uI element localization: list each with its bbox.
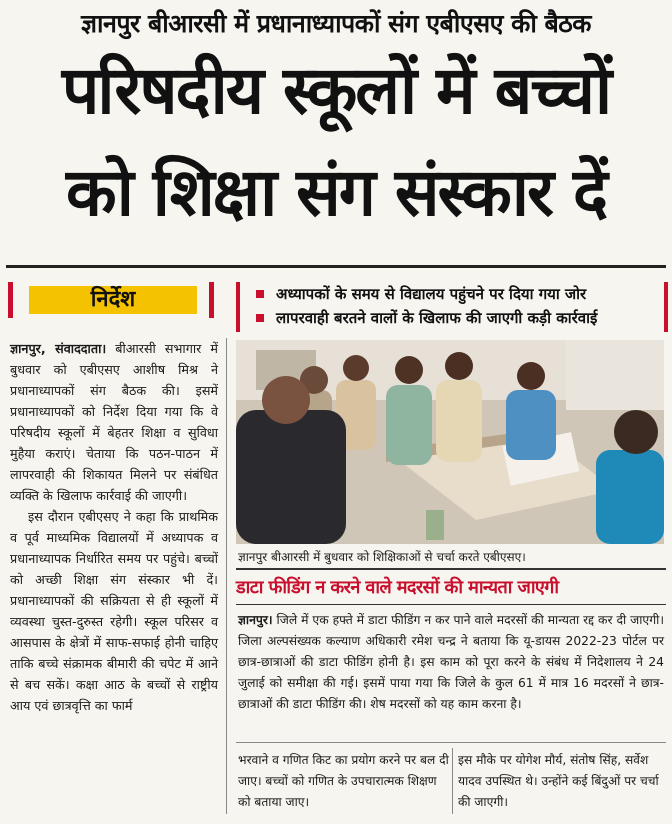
main-story-para-2: इस दौरान एबीएसए ने कहा कि प्राथमिक व पूर्व माध्यमिक विद्यालयों में अध्यापक व प्रधानाध्यापक निर्धारित समय पर पहुंचे। बच्चों को अच्छी शिक्षा संग संस्कार भी दें। प्रधानाध्यापकों की सक्रियता से ही स्कूलों में व्यवस्था चुस्त-दुरुस्त रहेगी। स्कूल परिसर व आसपास के क्षेत्रों में साफ-सफाई होनी चाहिए ताकि बच्चे संक्रामक बीमारी की चपेट में आने से बच सकें। कक्षा आठ के बच्चों से राष्ट्रीय आय एवं छात्रवृत्ति का फार्म xyxy=(10,509,218,713)
section-tag xyxy=(8,282,214,318)
highlight-item xyxy=(256,306,664,330)
column-divider xyxy=(226,338,227,814)
subhead-rule-bottom xyxy=(236,604,666,605)
second-story-dateline: ज्ञानपुर। xyxy=(238,613,273,627)
news-photo xyxy=(236,340,664,544)
highlight-item xyxy=(256,282,664,306)
highlight-text: लापरवाही बरतने वालों के खिलाफ की जाएगी कड़ी कार्रवाई xyxy=(276,309,598,327)
main-headline-line-2: को शिक्षा संग संस्कार दें xyxy=(66,154,606,231)
main-story-continuation-2: इस मौके पर योगेश मौर्य, संतोष सिंह, सर्वेश यादव उपस्थित थे। उन्होंने कई बिंदुओं पर चर्चा की जाएगी। xyxy=(458,753,659,809)
kicker-headline: ज्ञानपुर बीआरसी में प्रधानाध्यापकों संग एबीएसए की बैठक xyxy=(80,9,592,38)
second-story-text: जिले में एक हफ्ते में डाटा फीडिंग न कर पाने वाले मदरसों की मान्यता रद्द कर दी जाएगी। जिला अल्पसंख्यक कल्याण अधिकारी रमेश चन्द्र ने बताया कि यू-डायस 2022-23 पोर्टल पर छात्र-छात्राओं की डाटा फीडिंग होनी है। इस काम को पूरा करने के संबंध में निदेशालय ने 24 जुलाई को समीक्षा की गई। इसमें पाया गया कि जिले के कुल 61 में मात्र 16 मदरसों ने छात्र-छात्राओं की डाटा फीडिंग की। शेष मदरसों को यह काम करना है। xyxy=(238,613,664,711)
subhead-rule-top xyxy=(236,568,666,570)
section-divider xyxy=(236,742,666,743)
dateline: ज्ञानपुर, संवाददाता। xyxy=(10,341,107,356)
highlight-text: अध्यापकों के समय से विद्यालय पहुंचने पर दिया गया जोर xyxy=(276,285,587,303)
main-story-continuation-1: भरवाने व गणित किट का प्रयोग करने पर बल दी जाए। बच्चों को गणित के उपचारात्मक शिक्षण को बताया जाए। xyxy=(238,753,449,809)
photo-caption: ज्ञानपुर बीआरसी में बुधवार को शिक्षिकाओं से चर्चा करते एबीएसए। xyxy=(238,550,526,564)
main-story-para-1 xyxy=(10,338,218,506)
bullet-square-icon xyxy=(256,314,264,322)
column-divider xyxy=(452,748,453,814)
main-story-column xyxy=(10,338,218,716)
bullet-square-icon xyxy=(256,290,264,298)
second-story-headline: डाटा फीडिंग न करने वाले मदरसों की मान्यता जाएगी xyxy=(236,577,559,598)
main-headline-line-1: परिषदीय स्कूलों में बच्चों xyxy=(61,52,611,129)
para-1-text: बीआरसी सभागार में बुधवार को एबीएसए आशीष मिश्र ने प्रधानाध्यापकों संग बैठक की। इसमें प्रधानाध्यापकों को निर्देश दिया गया कि वे परिषदीय स्कूलों में बेहतर शिक्षा व सुविधा मुहैया कराएं। चेताया कि पठन-पाठन में लापरवाही की शिकायत मिलने पर संबंधित व्यक्ति के खिलाफ कार्रवाई की जाएगी। xyxy=(10,341,218,503)
section-tag-label: निर्देश xyxy=(29,286,197,314)
second-story-body xyxy=(238,610,664,715)
highlights-box xyxy=(236,282,668,332)
meeting-photo-illustration xyxy=(236,340,664,544)
headline-rule xyxy=(6,265,666,268)
